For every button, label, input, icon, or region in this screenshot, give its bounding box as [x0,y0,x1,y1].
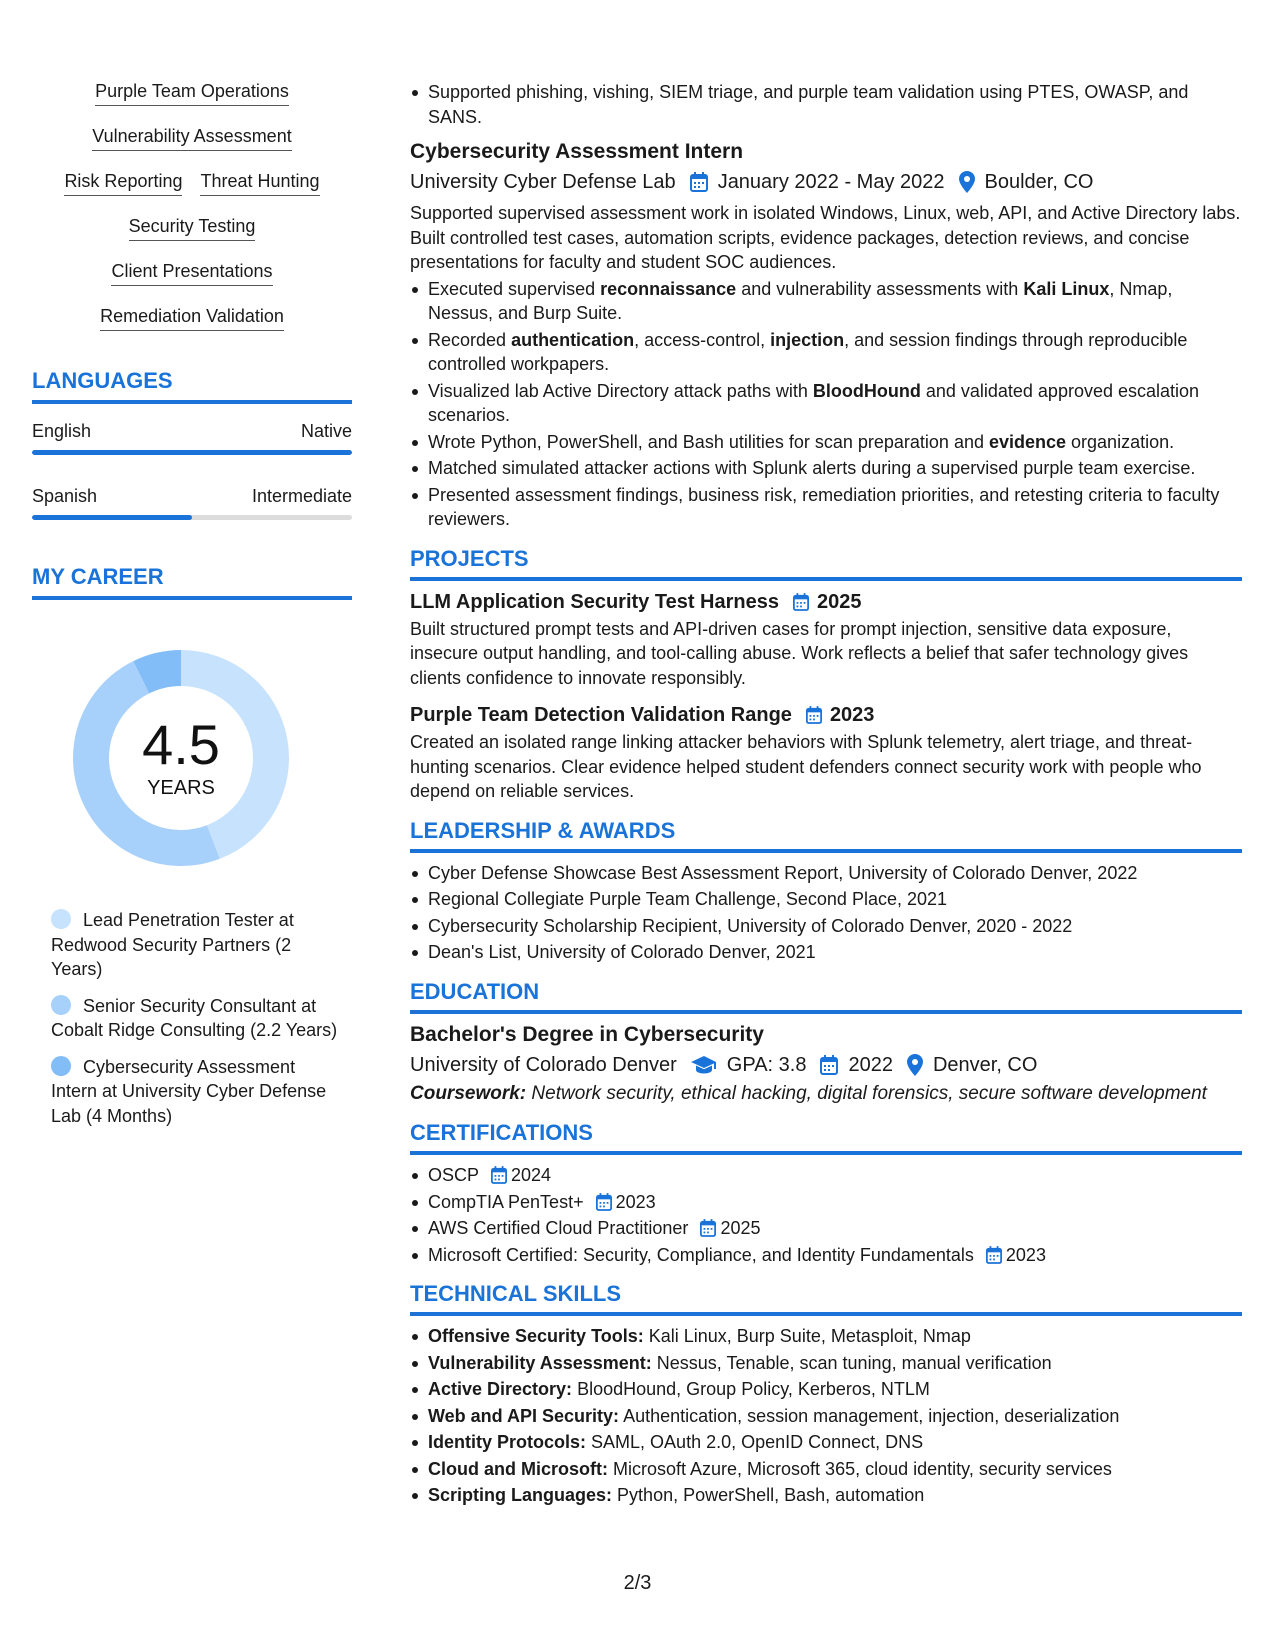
career-legend [32,908,352,1128]
calendar-icon [491,1166,507,1184]
legend-dot [51,995,71,1015]
projects-heading: PROJECTS [410,546,1242,581]
language-name: English [32,421,92,441]
cert-name: CompTIA PenTest+ [428,1191,584,1212]
job-meta [410,169,1242,195]
awards-heading: LEADERSHIP & AWARDS [410,818,1242,853]
legend-dot [51,1056,71,1076]
legend-label: Lead Penetration Tester at Redwood Security Partners (2 Years) [51,910,294,979]
job-summary: Supported supervised assessment work in isolated Windows, Linux, web, API, and Active Directory labs. Built controlled test cases, automation scripts, evidence packages, detection reviews, and concise presentations for faculty and student SOC audiences. [410,203,1241,272]
coursework [410,1082,1242,1107]
job-dates: January 2022 - May 2022 [717,171,945,193]
cert-year-group [491,1163,551,1188]
text: and vulnerability assessments with [736,278,1024,299]
skill-values: Kali Linux, Burp Suite, Metasploit, Nmap [648,1326,971,1346]
career-section [32,564,352,1128]
cert-year: 2024 [511,1165,552,1185]
skill-values: Microsoft Azure, Microsoft 365, cloud identity, security services [613,1458,1112,1479]
text: and validated approved escalation scenarios. [428,380,1200,425]
languages-heading: LANGUAGES [32,368,352,404]
calendar-icon [700,1219,716,1237]
languages-list [32,420,352,520]
experience-entry [410,139,1242,532]
graduation-year: 2022 [848,1053,893,1076]
skill-category: Offensive Security Tools: [428,1326,644,1346]
list-item [410,1243,1242,1268]
skill-category: Web and API Security: [428,1405,620,1426]
list-item [410,483,1242,532]
location-pin-icon [959,171,975,193]
emphasis: evidence [988,431,1067,452]
skill-values: SAML, OAuth 2.0, OpenID Connect, DNS [591,1432,924,1452]
list-item [410,1351,1242,1376]
career-total-unit: YEARS [147,777,215,799]
cert-year: 2023 [1005,1244,1046,1265]
skill-row [32,125,352,170]
language-bar-fill [32,450,352,455]
list-item [410,1430,1242,1455]
language-bar [32,450,352,455]
list-item [410,430,1242,455]
languages-section [32,368,352,520]
education-entry [410,1022,1242,1107]
skill-category: Active Directory: [428,1379,573,1399]
page-number: 2/3 [623,1572,652,1594]
cert-name: OSCP [428,1165,480,1185]
language-level: Native [300,421,352,441]
skill-category: Cloud and Microsoft: [428,1458,608,1479]
school-location: Denver, CO [932,1053,1038,1076]
legend-item [51,1055,341,1129]
skill-values: Authentication, session management, injection, deserialization [623,1405,1120,1426]
intro-bullets [410,80,1242,129]
list-item: Cybersecurity Scholarship Recipient, University of Colorado Denver, 2020 - 2022 [410,914,1242,939]
list-item: Regional Collegiate Purple Team Challenge, Second Place, 2021 [410,887,1242,912]
job-location: Boulder, CO [984,171,1094,193]
emphasis: injection [770,329,845,350]
project-title [410,702,1242,728]
skill-tag: Remediation Validation [100,305,284,331]
list-item [410,328,1242,377]
text: Visualized lab Active Directory attack paths with [428,380,813,401]
legend-item [51,994,341,1043]
legend-label: Cybersecurity Assessment Intern at University Cyber Defense Lab (4 Months) [51,1056,327,1126]
cert-year-group [986,1243,1046,1268]
calendar-icon [690,172,708,192]
skill-tag: Security Testing [129,215,256,241]
text: Wrote Python, PowerShell, and Bash utilities for scan preparation and [428,431,989,452]
emphasis: authentication [511,329,635,350]
calendar-icon [820,1055,838,1075]
job-title: Cybersecurity Assessment Intern [410,140,744,163]
text: Recorded [428,329,512,350]
skill-row [32,170,352,215]
list-item: Cyber Defense Showcase Best Assessment Report, University of Colorado Denver, 2022 [410,861,1242,886]
list-item: Supported phishing, vishing, SIEM triage, and purple team validation using PTES, OWASP, and SANS. [410,80,1242,129]
career-donut-chart [67,644,295,872]
skill-row [32,80,352,125]
project-entry [410,589,1242,691]
cert-year: 2025 [720,1218,761,1238]
text: Executed supervised [428,278,601,299]
legend-dot [51,909,71,929]
skill-tag: Threat Hunting [200,170,319,196]
list-item: Dean's List, University of Colorado Denver, 2021 [410,940,1242,965]
list-item [410,1216,1242,1241]
cert-year-group [596,1190,656,1215]
cert-name: AWS Certified Cloud Practitioner [428,1218,689,1238]
skill-tag: Purple Team Operations [95,80,289,106]
emphasis: reconnaissance [600,278,737,299]
calendar-icon [986,1246,1002,1264]
coursework-label: Coursework: [410,1082,527,1104]
list-item [410,1163,1242,1188]
list-item [410,1190,1242,1215]
skills-list [32,80,352,350]
technical-skills-list [410,1324,1242,1508]
gpa: GPA: 3.8 [726,1053,807,1076]
list-item [410,277,1242,326]
language-level: Intermediate [251,486,352,506]
calendar-icon [596,1193,612,1211]
emphasis: Kali Linux [1023,278,1110,299]
legend-item [51,908,341,982]
skill-tag: Vulnerability Assessment [92,125,291,151]
skill-row [32,260,352,305]
coursework-text: Network security, ethical hacking, digital forensics, secure software development [531,1082,1207,1104]
list-item [410,1324,1242,1349]
project-entry [410,702,1242,804]
skill-tag: Client Presentations [111,260,272,286]
career-total-years: 4.5 [142,713,220,776]
skill-category: Identity Protocols: [428,1432,587,1452]
project-name: Purple Team Detection Validation Range [410,704,792,726]
list-item [410,1404,1242,1429]
project-year: 2023 [829,704,875,726]
school-name: University of Colorado Denver [410,1053,677,1076]
skill-category: Vulnerability Assessment: [428,1352,652,1373]
list-item [410,379,1242,428]
text: Matched simulated attacker actions with Splunk alerts during a supervised purple team exercise. [428,458,1196,478]
language-bar-fill [32,515,192,520]
list-item [410,1457,1242,1482]
project-name: LLM Application Security Test Harness [410,590,779,613]
sidebar [32,80,352,1140]
education-heading: EDUCATION [410,979,1242,1014]
projects-list [410,589,1242,804]
calendar-icon [793,593,809,611]
degree-title: Bachelor's Degree in Cybersecurity [410,1022,764,1046]
text: , access-control, [634,329,771,350]
technical-skills-heading: TECHNICAL SKILLS [410,1281,1242,1316]
skill-category: Scripting Languages: [428,1485,613,1505]
language-row [32,420,352,442]
project-year: 2025 [816,590,862,613]
graduation-cap-icon [691,1056,717,1074]
cert-name: Microsoft Certified: Security, Compliance, and Identity Fundamentals [428,1244,974,1265]
text: , Nmap, Nessus, and Burp Suite. [428,278,1173,323]
location-pin-icon [907,1054,923,1076]
language-row [32,485,352,507]
education-meta [410,1052,1242,1078]
skill-values: Python, PowerShell, Bash, automation [617,1485,925,1505]
skill-row [32,305,352,350]
project-description: Created an isolated range linking attacker behaviors with Splunk telemetry, alert triage, and threat-hunting scenarios. Clear evidence helped student defenders connect security work with people who depend on reliable services. [410,732,1202,801]
skill-tag: Risk Reporting [64,170,182,196]
project-description: Built structured prompt tests and API-driven cases for prompt injection, sensitive data exposure, insecure output handling, and tool-calling abuse. Work reflects a belief that safer technology gives clients confidence to innovate responsibly. [410,618,1189,688]
job-bullets [410,277,1242,532]
list-item [410,1377,1242,1402]
main-content [410,80,1242,1510]
skill-values: BloodHound, Group Policy, Kerberos, NTLM [577,1379,930,1399]
language-bar [32,515,352,520]
skill-values: Nessus, Tenable, scan tuning, manual verification [656,1352,1052,1373]
cert-year: 2023 [615,1191,656,1212]
skill-row [32,215,352,260]
cert-year-group [700,1216,760,1241]
career-heading: MY CAREER [32,564,352,600]
donut-center [67,644,295,872]
project-title [410,589,1242,615]
text: Presented assessment findings, business risk, remediation priorities, and retesting criteria to faculty reviewers. [428,484,1220,529]
certifications-list [410,1163,1242,1267]
job-organization: University Cyber Defense Lab [410,171,676,193]
legend-label: Senior Security Consultant at Cobalt Ridge Consulting (2.2 Years) [51,995,338,1040]
certifications-heading: CERTIFICATIONS [410,1120,1242,1155]
list-item [410,456,1242,481]
language-name: Spanish [32,486,98,506]
text: organization. [1066,431,1175,452]
emphasis: BloodHound [812,380,921,401]
awards-list [410,861,1242,965]
text: , and session findings through reproducible controlled workpapers. [428,329,1188,374]
calendar-icon [806,706,822,724]
list-item [410,1483,1242,1508]
